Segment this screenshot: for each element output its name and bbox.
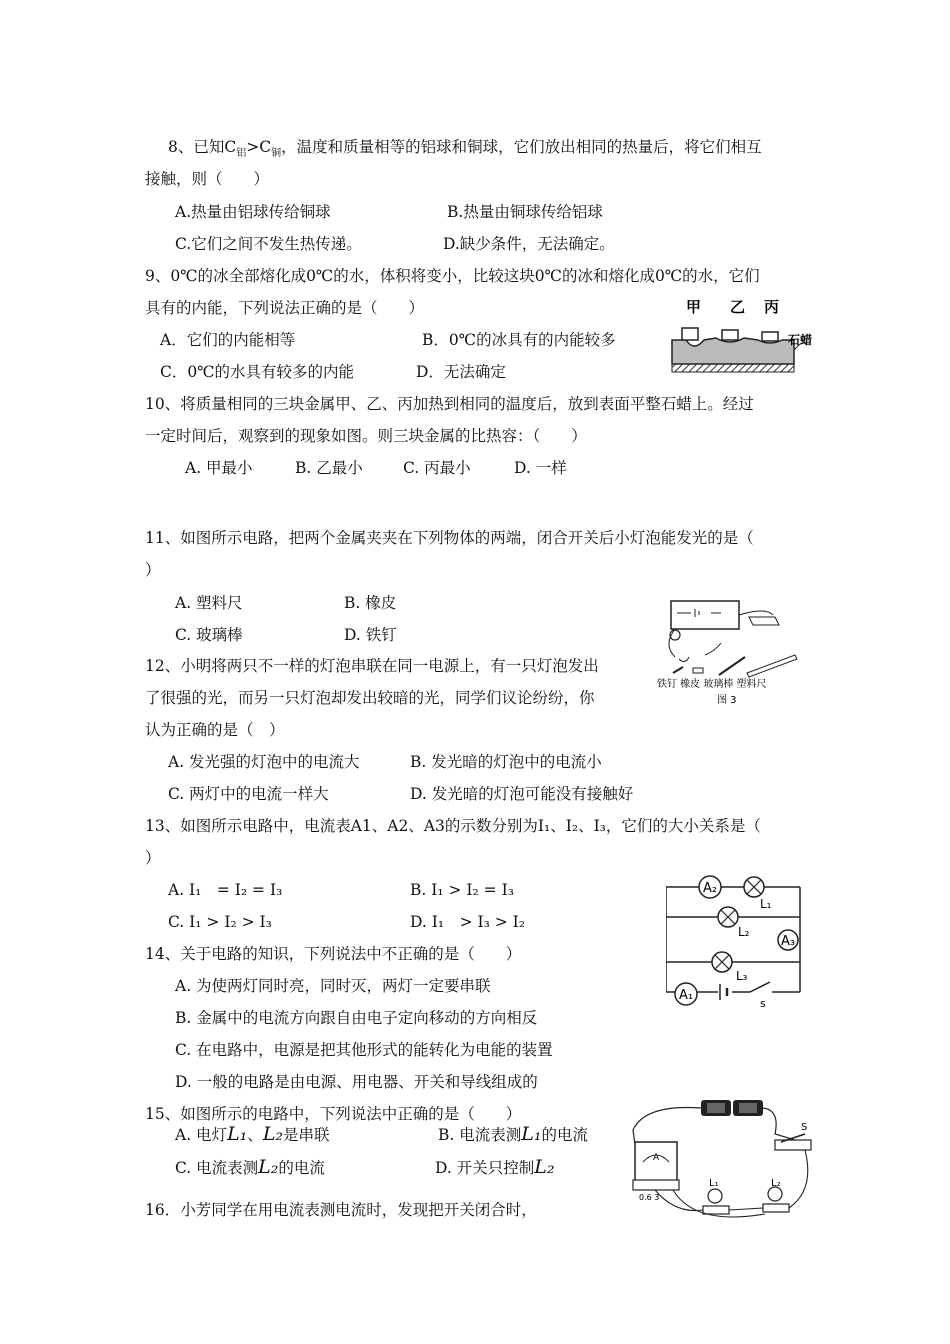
q10-option-b: B. 乙最小 <box>295 459 363 477</box>
label-jia: 甲 <box>686 298 702 316</box>
wax-figure-drawing <box>660 294 820 380</box>
circuit-figure-13 <box>666 870 806 1010</box>
metal-yi <box>722 330 738 340</box>
q9-line1: 9、0℃的冰全部熔化成0℃的水，体积将变小，比较这块0℃的冰和熔化成0℃的水，它们 <box>145 267 760 285</box>
ammeter-a2 <box>699 876 721 898</box>
figure-3 <box>655 595 805 707</box>
q9-option-b: B．0℃的冰具有的内能较多 <box>422 331 616 349</box>
q12-option-c: C. 两灯中的电流一样大 <box>168 785 329 803</box>
ammeter-a3 <box>778 930 798 950</box>
q11-line2: ） <box>145 561 161 579</box>
svg-text:0.6 3: 0.6 3 <box>639 1193 660 1202</box>
q15-option-d: D. 开关只控制L₂ <box>435 1156 555 1178</box>
label-wax: 石蜡 <box>788 333 813 347</box>
q14-option-a: A. 为使两灯同时亮，同时灭，两灯一定要串联 <box>175 977 491 995</box>
battery-box <box>671 601 739 629</box>
q16-line1: 16．小芳同学在用电流表测电流时，发现把开关闭合时， <box>145 1201 537 1219</box>
q12-line1: 12、小明将两只不一样的灯泡串联在同一电源上，有一只灯泡发出 <box>145 657 599 675</box>
wire-top-right <box>763 1108 795 1140</box>
svg-text:A₂: A₂ <box>703 881 718 896</box>
svg-text:A: A <box>653 1153 660 1163</box>
fig3-items-label: 铁钉 橡皮 玻璃棒 塑料尺 <box>657 679 767 690</box>
wax-block <box>672 338 794 364</box>
q11-option-b: B. 橡皮 <box>344 594 397 612</box>
svg-text:L₃: L₃ <box>736 969 748 983</box>
q13-option-c: C. I₁ > I₂ > I₃ <box>168 913 272 931</box>
svg-text:L₁: L₁ <box>709 1178 719 1189</box>
eraser-icon <box>693 668 703 673</box>
switch-s <box>750 982 772 1010</box>
q10-option-a: A. 甲最小 <box>185 459 253 477</box>
q8-option-c: C.它们之间不发生热传递。 <box>175 235 362 253</box>
svg-text:S: S <box>801 1122 808 1133</box>
lamp-l2-icon <box>763 1178 789 1212</box>
svg-text:L₂: L₂ <box>738 925 750 939</box>
q13-option-d: D. I₁ > I₃ > I₂ <box>410 913 525 931</box>
q12-line3: 认为正确的是（ ） <box>145 721 285 739</box>
q14-option-c: C. 在电路中，电源是把其他形式的能转化为电能的装置 <box>175 1041 553 1059</box>
svg-text:L₁: L₁ <box>760 897 772 911</box>
clip-wires <box>679 643 721 662</box>
q12-line2: 了很强的光，而另一只灯泡却发出较暗的光，同学们议论纷纷，你 <box>145 689 595 707</box>
q8-option-b: B.热量由铜球传给铝球 <box>447 203 603 221</box>
q13-line2: ） <box>145 849 161 867</box>
figure-3-drawing <box>655 595 805 707</box>
label-bing: 丙 <box>764 298 780 316</box>
q12-option-d: D. 发光暗的灯泡可能没有接触好 <box>410 785 634 803</box>
lamp-l2 <box>718 907 750 939</box>
q10-line1: 10、将质量相同的三块金属甲、乙、丙加热到相同的温度后，放到表面平整石蜡上。经过 <box>145 395 754 413</box>
q8-option-d: D.缺少条件，无法确定。 <box>443 235 615 253</box>
circuit-13-drawing <box>666 870 806 1010</box>
q15-option-c: C. 电流表测L₂的电流 <box>175 1156 325 1178</box>
q13-line1: 13、如图所示电路中，电流表A1、A2、A3的示数分别为I₁、I₂、I₃，它们的大小关系是（ <box>145 817 761 835</box>
q9-option-c: C．0℃的水具有较多的内能 <box>160 363 355 381</box>
ammeter-icon <box>633 1142 679 1202</box>
q10-option-d: D. 一样 <box>514 459 567 477</box>
q10-line2: 一定时间后，观察到的现象如图。则三块金属的比热容：（ ） <box>145 427 587 445</box>
q14-option-d: D. 一般的电路是由电源、用电器、开关和导线组成的 <box>175 1073 538 1091</box>
q14-option-b: B. 金属中的电流方向跟自由电子定向移动的方向相反 <box>175 1009 538 1027</box>
q12-option-b: B. 发光暗的灯泡中的电流小 <box>410 753 602 771</box>
q11-option-c: C. 玻璃棒 <box>175 626 243 644</box>
fig3-caption: 图 3 <box>717 695 737 706</box>
svg-text:A₃: A₃ <box>781 934 796 949</box>
glass-rod-icon <box>719 657 745 675</box>
q8-line1: 8、已知$C_铝>C_铜$，温度和质量相等的铝球和铜球，它们放出相同的热量后，将它们相互 <box>168 138 762 160</box>
ammeter-a1 <box>675 983 697 1005</box>
q11-option-a: A. 塑料尺 <box>175 594 243 612</box>
q9-option-a: A．它们的内能相等 <box>160 331 296 349</box>
q14-line1: 14、关于电路的知识，下列说法中不正确的是（ ） <box>145 945 522 963</box>
q8-line2: 接触，则（ ） <box>145 170 270 188</box>
wax-figure <box>660 294 820 380</box>
q9-option-d: D．无法确定 <box>416 363 506 381</box>
circuit-figure-15 <box>615 1090 830 1235</box>
q15-option-a: A. 电灯L₁、L₂是串联 <box>175 1123 330 1145</box>
metal-bing <box>762 332 778 341</box>
q11-option-d: D. 铁钉 <box>344 626 397 644</box>
q12-option-a: A. 发光强的灯泡中的电流大 <box>168 753 360 771</box>
lamp-l3 <box>712 952 748 983</box>
q11-line1: 11、如图所示电路，把两个金属夹夹在下列物体的两端，闭合开关后小灯泡能发光的是（ <box>145 529 754 547</box>
svg-text:s: s <box>760 997 766 1010</box>
battery-symbol <box>718 982 732 1002</box>
metal-jia <box>682 328 698 340</box>
q13-option-b: B. I₁ > I₂ = I₃ <box>410 881 514 899</box>
base-plate <box>672 364 794 372</box>
svg-text:A₁: A₁ <box>679 988 694 1003</box>
q10-option-c: C. 丙最小 <box>403 459 471 477</box>
battery-cells <box>701 1100 763 1116</box>
lamp-l1-icon <box>703 1178 729 1214</box>
nail-icon <box>673 667 683 673</box>
svg-text:L₂: L₂ <box>771 1178 781 1189</box>
q8-option-a: A.热量由铝球传给铜球 <box>175 203 331 221</box>
circuit-15-drawing <box>615 1090 830 1235</box>
q9-line2: 具有的内能，下列说法正确的是（ ） <box>145 299 425 317</box>
q15-line1: 15、如图所示的电路中，下列说法中正确的是（ ） <box>145 1105 522 1123</box>
label-yi: 乙 <box>730 298 746 316</box>
q15-option-b: B. 电流表测L₁的电流 <box>438 1123 588 1145</box>
lamp-l1 <box>744 877 772 911</box>
q13-option-a: A. I₁ = I₂ = I₃ <box>168 881 283 899</box>
ruler-icon <box>747 655 797 677</box>
switch-icon <box>749 617 779 625</box>
